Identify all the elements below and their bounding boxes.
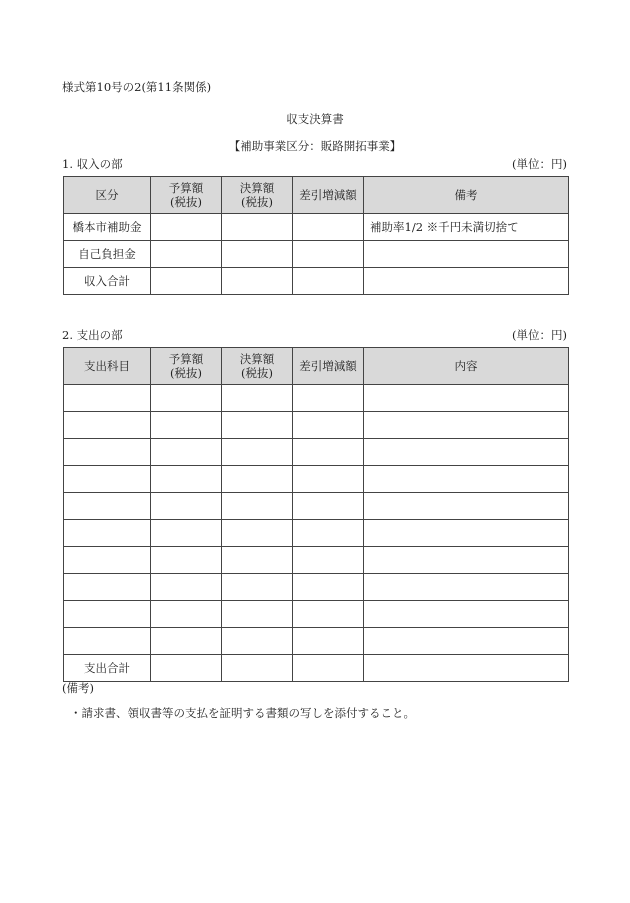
- income-header: 決算額 (税抜): [222, 177, 293, 214]
- difference-cell[interactable]: [293, 628, 364, 655]
- expense-item-cell[interactable]: [64, 439, 151, 466]
- settlement-cell[interactable]: [222, 241, 293, 268]
- difference-cell[interactable]: [293, 241, 364, 268]
- settlement-cell[interactable]: [222, 385, 293, 412]
- document-title: 収支決算書: [286, 112, 344, 126]
- content-cell[interactable]: [364, 385, 569, 412]
- content-cell[interactable]: [364, 439, 569, 466]
- income-header: 区分: [64, 177, 151, 214]
- expense-row: [64, 628, 569, 655]
- settlement-cell[interactable]: [222, 268, 293, 295]
- expense-row: [64, 520, 569, 547]
- budget-cell[interactable]: [151, 268, 222, 295]
- income-header-row: [64, 177, 569, 214]
- difference-cell[interactable]: [293, 574, 364, 601]
- expense-total-label: 支出合計: [64, 655, 151, 682]
- expense-item-cell[interactable]: [64, 547, 151, 574]
- content-cell[interactable]: [364, 601, 569, 628]
- difference-cell[interactable]: [293, 439, 364, 466]
- income-row-label: 収入合計: [64, 268, 151, 295]
- difference-cell[interactable]: [293, 655, 364, 682]
- difference-cell[interactable]: [293, 385, 364, 412]
- income-header: 備考: [364, 177, 569, 214]
- remarks-cell[interactable]: [364, 268, 569, 295]
- settlement-cell[interactable]: [222, 628, 293, 655]
- expense-unit: (単位：円): [512, 328, 567, 342]
- income-row: [64, 241, 569, 268]
- settlement-cell[interactable]: [222, 466, 293, 493]
- expense-header: 差引増減額: [293, 348, 364, 385]
- expense-item-cell[interactable]: [64, 601, 151, 628]
- income-row: [64, 214, 569, 241]
- expense-header: 予算額 (税抜): [151, 348, 222, 385]
- income-row-label: 自己負担金: [64, 241, 151, 268]
- expense-item-cell[interactable]: [64, 574, 151, 601]
- settlement-cell[interactable]: [222, 520, 293, 547]
- expense-row: [64, 547, 569, 574]
- form-number: 様式第10号の2(第11条関係): [62, 80, 212, 94]
- expense-item-cell[interactable]: [64, 628, 151, 655]
- expense-item-cell[interactable]: [64, 412, 151, 439]
- settlement-cell[interactable]: [222, 574, 293, 601]
- notes-heading: (備考): [62, 681, 94, 695]
- difference-cell[interactable]: [293, 520, 364, 547]
- income-header: 差引増減額: [293, 177, 364, 214]
- expense-header: 支出科目: [64, 348, 151, 385]
- expense-row: [64, 412, 569, 439]
- expense-item-cell[interactable]: [64, 493, 151, 520]
- income-header: 予算額 (税抜): [151, 177, 222, 214]
- difference-cell[interactable]: [293, 466, 364, 493]
- expense-total-row: [64, 655, 569, 682]
- income-table: [63, 176, 569, 295]
- budget-cell[interactable]: [151, 241, 222, 268]
- settlement-cell[interactable]: [222, 601, 293, 628]
- content-cell[interactable]: [364, 412, 569, 439]
- difference-cell[interactable]: [293, 412, 364, 439]
- expense-row: [64, 466, 569, 493]
- remarks-cell[interactable]: [364, 241, 569, 268]
- expense-header-row: [64, 348, 569, 385]
- budget-cell[interactable]: [151, 214, 222, 241]
- budget-cell[interactable]: [151, 493, 222, 520]
- settlement-cell[interactable]: [222, 655, 293, 682]
- subsidy-category: 【補助事業区分：販路開拓事業】: [228, 139, 402, 153]
- expense-item-cell[interactable]: [64, 520, 151, 547]
- expense-header: 内容: [364, 348, 569, 385]
- settlement-cell[interactable]: [222, 214, 293, 241]
- expense-body: [64, 385, 569, 682]
- difference-cell[interactable]: [293, 214, 364, 241]
- content-cell[interactable]: [364, 466, 569, 493]
- budget-cell[interactable]: [151, 655, 222, 682]
- content-cell[interactable]: [364, 520, 569, 547]
- note-item: ・請求書、領収書等の支払を証明する書類の写しを添付すること。: [70, 706, 415, 720]
- content-cell[interactable]: [364, 628, 569, 655]
- budget-cell[interactable]: [151, 385, 222, 412]
- settlement-cell[interactable]: [222, 439, 293, 466]
- budget-cell[interactable]: [151, 547, 222, 574]
- difference-cell[interactable]: [293, 547, 364, 574]
- income-heading: 1. 収入の部: [62, 157, 123, 171]
- budget-cell[interactable]: [151, 466, 222, 493]
- expense-item-cell[interactable]: [64, 466, 151, 493]
- expense-row: [64, 574, 569, 601]
- budget-cell[interactable]: [151, 439, 222, 466]
- expense-item-cell[interactable]: [64, 385, 151, 412]
- budget-cell[interactable]: [151, 601, 222, 628]
- budget-cell[interactable]: [151, 574, 222, 601]
- expense-row: [64, 385, 569, 412]
- content-cell[interactable]: [364, 655, 569, 682]
- expense-header: 決算額 (税抜): [222, 348, 293, 385]
- expense-heading: 2. 支出の部: [62, 328, 123, 342]
- budget-cell[interactable]: [151, 628, 222, 655]
- budget-cell[interactable]: [151, 520, 222, 547]
- difference-cell[interactable]: [293, 601, 364, 628]
- income-unit: (単位：円): [512, 157, 567, 171]
- expense-row: [64, 601, 569, 628]
- income-row-label: 橋本市補助金: [64, 214, 151, 241]
- content-cell[interactable]: [364, 493, 569, 520]
- budget-cell[interactable]: [151, 412, 222, 439]
- difference-cell[interactable]: [293, 493, 364, 520]
- difference-cell[interactable]: [293, 268, 364, 295]
- settlement-cell[interactable]: [222, 412, 293, 439]
- expense-row: [64, 493, 569, 520]
- income-row: [64, 268, 569, 295]
- settlement-cell[interactable]: [222, 493, 293, 520]
- settlement-cell[interactable]: [222, 547, 293, 574]
- expense-table: [63, 347, 569, 682]
- content-cell[interactable]: [364, 547, 569, 574]
- remarks-cell[interactable]: 補助率1/2 ※千円未満切捨て: [364, 214, 569, 241]
- content-cell[interactable]: [364, 574, 569, 601]
- expense-row: [64, 439, 569, 466]
